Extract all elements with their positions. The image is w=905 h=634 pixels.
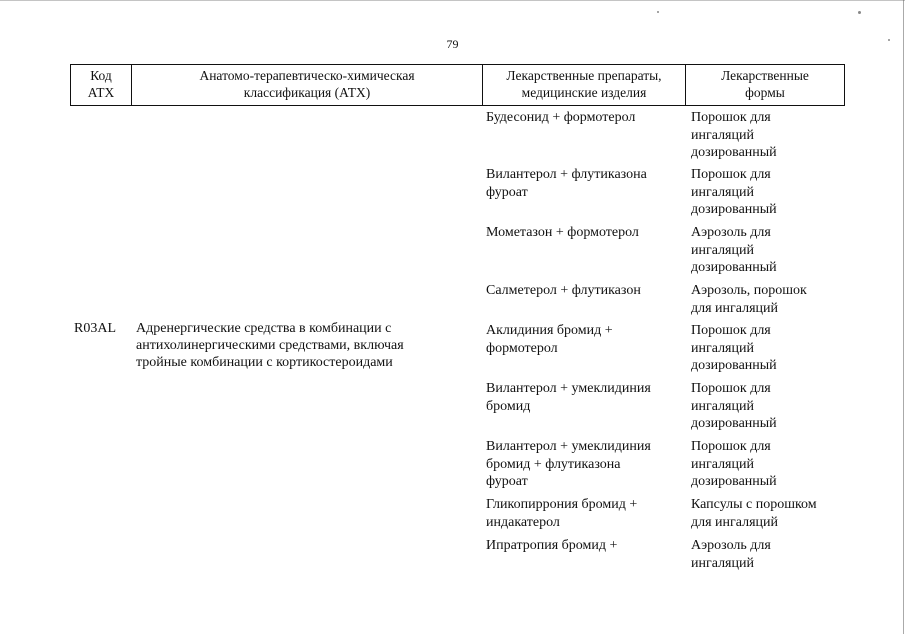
drug-name: Мометазон + формотерол	[486, 225, 639, 240]
scan-speck	[657, 11, 659, 13]
atx-code: R03AL	[74, 321, 116, 336]
header-code-label: Код АТХ	[87, 68, 115, 100]
drug-name: Вилантерол + флутиказона фуроат	[486, 167, 647, 200]
header-forms-label: Лекарственные формы	[721, 68, 809, 100]
dosage-form: Порошок для ингаляций дозированный	[691, 167, 777, 217]
drug-name: Ипратропия бромид +	[486, 538, 618, 553]
dosage-form: Аэрозоль для ингаляций	[691, 538, 771, 571]
dosage-form: Порошок для ингаляций дозированный	[691, 381, 777, 431]
drug-name: Вилантерол + умеклидиния бромид	[486, 381, 651, 414]
dosage-form: Аэрозоль для ингаляций дозированный	[691, 225, 777, 275]
dosage-form: Аэрозоль, порошок для ингаляций	[691, 283, 807, 316]
header-classification	[132, 65, 483, 105]
drug-name: Будесонид + формотерол	[486, 110, 636, 125]
header-code	[71, 65, 132, 105]
header-drugs	[483, 65, 686, 105]
dosage-form: Порошок для ингаляций дозированный	[691, 323, 777, 373]
dosage-form: Порошок для ингаляций дозированный	[691, 110, 777, 160]
atx-classification: Адренергические средства в комбинации с антихолинергическими средствами, включая тройные комбинации с кортикостероидами	[136, 321, 404, 370]
drug-name: Гликопиррония бромид + индакатерол	[486, 497, 638, 530]
dosage-form: Капсулы с порошком для ингаляций	[691, 497, 817, 530]
header-forms	[686, 65, 844, 105]
table-header	[70, 64, 845, 106]
dosage-form: Порошок для ингаляций дозированный	[691, 439, 777, 489]
drug-name: Салметерол + флутиказон	[486, 283, 641, 298]
drug-name: Аклидиния бромид + формотерол	[486, 323, 613, 356]
header-drugs-label: Лекарственные препараты, медицинские изделия	[506, 68, 662, 100]
drug-name: Вилантерол + умеклидиния бромид + флутиказона фуроат	[486, 439, 651, 489]
header-classification-label: Анатомо-терапевтическо-химическая классификация (АТХ)	[199, 68, 415, 100]
scan-edge-top	[0, 0, 905, 1]
scan-edge-right	[903, 0, 904, 634]
page-number: 79	[446, 37, 459, 51]
scan-speck	[858, 11, 861, 14]
